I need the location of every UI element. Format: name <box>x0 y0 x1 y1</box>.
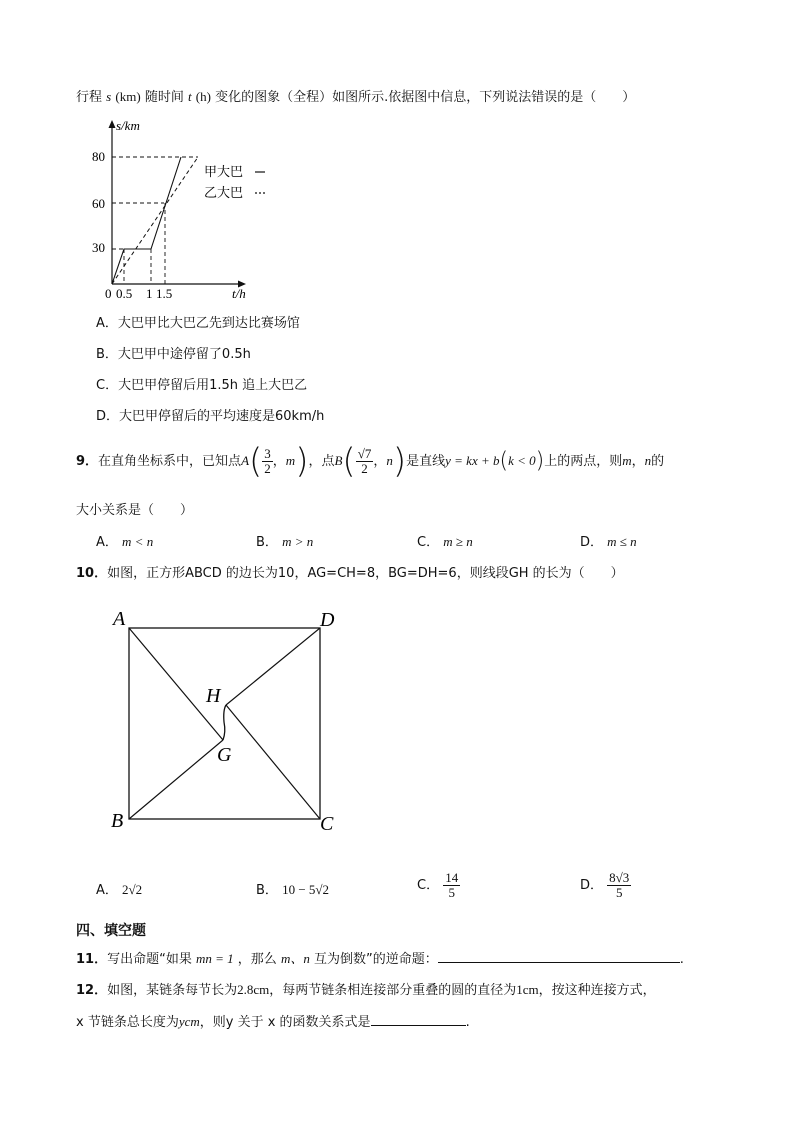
q10-stem <box>76 562 624 581</box>
q9-text1: 在直角坐标系中，已知点 <box>98 454 242 469</box>
q11-stem <box>76 948 684 967</box>
option-letter: A． <box>96 535 118 550</box>
q8-graph <box>88 112 268 307</box>
option-expr: m ≤ n <box>607 534 637 549</box>
label-h: H <box>206 685 221 707</box>
q8-t-var: t <box>187 89 192 104</box>
y-tick-60: 60 <box>92 196 105 211</box>
q11-end: . <box>679 952 684 967</box>
frac-den: 2 <box>264 461 271 476</box>
segment-gh <box>223 705 226 740</box>
option-letter: A． <box>96 883 118 898</box>
q10-option-c <box>417 868 460 904</box>
x-tick-0: 0 <box>105 286 112 301</box>
q8-option-d <box>96 405 324 424</box>
paren-open: ( <box>249 441 263 482</box>
x-axis-label: t/h <box>232 286 246 301</box>
frac-den: 5 <box>448 885 455 900</box>
option-letter: C． <box>417 535 440 550</box>
q9-option-c <box>417 531 473 550</box>
label-d: D <box>320 609 335 631</box>
frac-den: 5 <box>615 885 623 900</box>
q8-km-text: km <box>119 89 137 104</box>
option-letter: C． <box>417 878 440 893</box>
q9-line2 <box>76 499 193 518</box>
condition: k < 0 <box>508 453 536 468</box>
q10-square-figure <box>105 604 350 836</box>
q9-number: 9． <box>76 454 99 469</box>
label-b: B <box>111 810 124 832</box>
q9-text3: 是直线 <box>406 454 446 469</box>
q12-answer-blank[interactable] <box>371 1025 466 1026</box>
option-letter: A． <box>96 316 118 331</box>
paren-open: ( <box>342 441 356 482</box>
paren-close: ) <box>392 441 407 482</box>
option-text: 大巴甲比大巴乙先到达比赛场馆 <box>117 316 300 331</box>
q11-text-pre: 写出命题“如果 <box>107 952 192 967</box>
q12-text-e: ，则y 关于 x 的函数关系式是 <box>199 1015 371 1030</box>
q8-h-unit: (h) <box>195 89 211 104</box>
q9-option-b <box>256 531 313 550</box>
fraction-a <box>262 447 273 476</box>
option-letter: D． <box>580 878 604 893</box>
q11-expr: mn = 1 <box>195 951 234 966</box>
label-g: G <box>217 744 232 766</box>
legend-bus-b: 乙大巴 <box>204 185 244 200</box>
q8-stem-post: 变化的图象（全程）如图所示.依据图中信息，下列说法错误的是（ ） <box>215 90 636 105</box>
segment-dh <box>226 628 320 705</box>
q11-number: 11． <box>76 952 108 967</box>
q9-option-d <box>580 531 637 550</box>
q12-text-d: x 节链条总长度为 <box>76 1015 179 1030</box>
option-expr: m < n <box>122 534 154 549</box>
option-fraction <box>607 871 631 900</box>
option-fraction <box>443 871 460 900</box>
q12-line1 <box>76 979 656 998</box>
option-letter: B． <box>256 883 278 898</box>
q12-diameter: 1cm <box>516 982 539 997</box>
q8-stem-pre: 行程 <box>76 90 103 105</box>
option-text: 大巴甲中途停留了0.5h <box>117 347 251 362</box>
q12-text-a: 如图，某链条每节长为 <box>107 983 238 998</box>
q8-s-var: s <box>106 89 112 104</box>
q8-option-c <box>96 374 307 393</box>
q10-option-b <box>256 879 329 898</box>
x-tick-0-5: 0.5 <box>116 286 133 301</box>
point-b-label: B <box>334 453 343 468</box>
fraction-b <box>356 447 374 476</box>
q12-line2 <box>76 1011 470 1030</box>
q10-text: 如图，正方形ABCD 的边长为10，AG=CH=8，BG=DH=6，则线段GH 的长为（ ） <box>107 566 624 581</box>
legend-bus-a: 甲大巴 <box>204 164 244 179</box>
q11-answer-blank[interactable] <box>438 962 680 963</box>
option-letter: B． <box>96 347 118 362</box>
q10-option-d <box>580 868 631 904</box>
section-title <box>76 920 146 940</box>
frac-num: 14 <box>445 870 459 885</box>
var-n: n <box>386 453 393 468</box>
q12-text-c: ，按这种连接方式， <box>538 983 656 998</box>
option-expr: 2√2 <box>122 882 143 897</box>
y-tick-80: 80 <box>92 149 105 164</box>
var-m: m <box>285 453 296 468</box>
q12-number: 12． <box>76 983 108 998</box>
option-expr: m > n <box>282 534 314 549</box>
x-tick-1-5: 1.5 <box>156 286 173 301</box>
option-letter: D． <box>580 535 604 550</box>
section-title-text: 四、填空题 <box>76 923 146 939</box>
q10-option-a <box>96 879 142 898</box>
paren-close: ) <box>535 448 545 474</box>
frac-den: 2 <box>361 461 368 476</box>
option-text: 大巴甲停留后用1.5h 追上大巴乙 <box>118 378 308 393</box>
q12-end: . <box>465 1015 470 1030</box>
series-bus-b <box>112 157 198 284</box>
q9-text4: 上的两点，则 <box>544 454 623 469</box>
q8-km-unit: (km) <box>115 89 141 104</box>
q12-length: 2.8cm <box>237 982 270 997</box>
q10-number: 10． <box>76 566 108 581</box>
option-letter: C． <box>96 378 119 393</box>
line-equation: y = kx + b <box>445 453 500 468</box>
q8-stem-mid: 随时间 <box>144 90 184 105</box>
frac-num: 8√3 <box>609 870 630 885</box>
label-c: C <box>320 813 334 835</box>
frac-num: 3 <box>264 446 271 461</box>
segment-ag <box>129 628 223 740</box>
y-tick-30: 30 <box>92 240 105 255</box>
var-n: n <box>644 453 652 468</box>
q9-text2: ，点 <box>308 454 335 469</box>
paren-close: ) <box>295 441 309 482</box>
option-letter: D． <box>96 409 120 424</box>
q9-option-a <box>96 531 153 550</box>
q8-stem <box>76 86 635 105</box>
q8-option-a <box>96 312 300 331</box>
paren-open: ( <box>499 448 509 474</box>
label-a: A <box>113 608 126 630</box>
point-a-label: A <box>241 453 250 468</box>
x-tick-1: 1 <box>146 286 153 301</box>
option-letter: B． <box>256 535 278 550</box>
q11-text-mid: ，那么 <box>237 952 277 967</box>
frac-num: √7 <box>357 446 372 461</box>
q9-stem: 9．在直角坐标系中，已知点A( $\frac{3}{2}$ ，m)，点B( $\frac{√7}{2}$ ，n)是直线y = kx + b(k < 0)上的两点，则m，n的 <box>76 441 665 482</box>
q8-option-b <box>96 343 251 362</box>
q11-vars: m、n <box>280 951 310 966</box>
q12-text-b: ，每两节链条相连接部分重叠的圆的直径为 <box>269 983 517 998</box>
option-expr: 10 − 5√2 <box>282 882 330 897</box>
q8-h-text: h <box>200 89 207 104</box>
q9-text5: 的 <box>651 454 665 469</box>
segment-ch <box>226 705 320 819</box>
option-expr: m ≥ n <box>443 534 473 549</box>
var-m: m <box>622 453 632 468</box>
q12-ycm: ycm <box>178 1014 200 1029</box>
q9-line2-text: 大小关系是（ ） <box>76 503 194 518</box>
y-axis-arrow-icon <box>109 120 116 128</box>
option-text: 大巴甲停留后的平均速度是60km/h <box>119 409 325 424</box>
segment-bg <box>129 740 223 819</box>
y-axis-label: s/km <box>116 118 140 133</box>
series-bus-a <box>112 157 181 284</box>
q11-text-post: 互为倒数”的逆命题： <box>313 952 438 967</box>
